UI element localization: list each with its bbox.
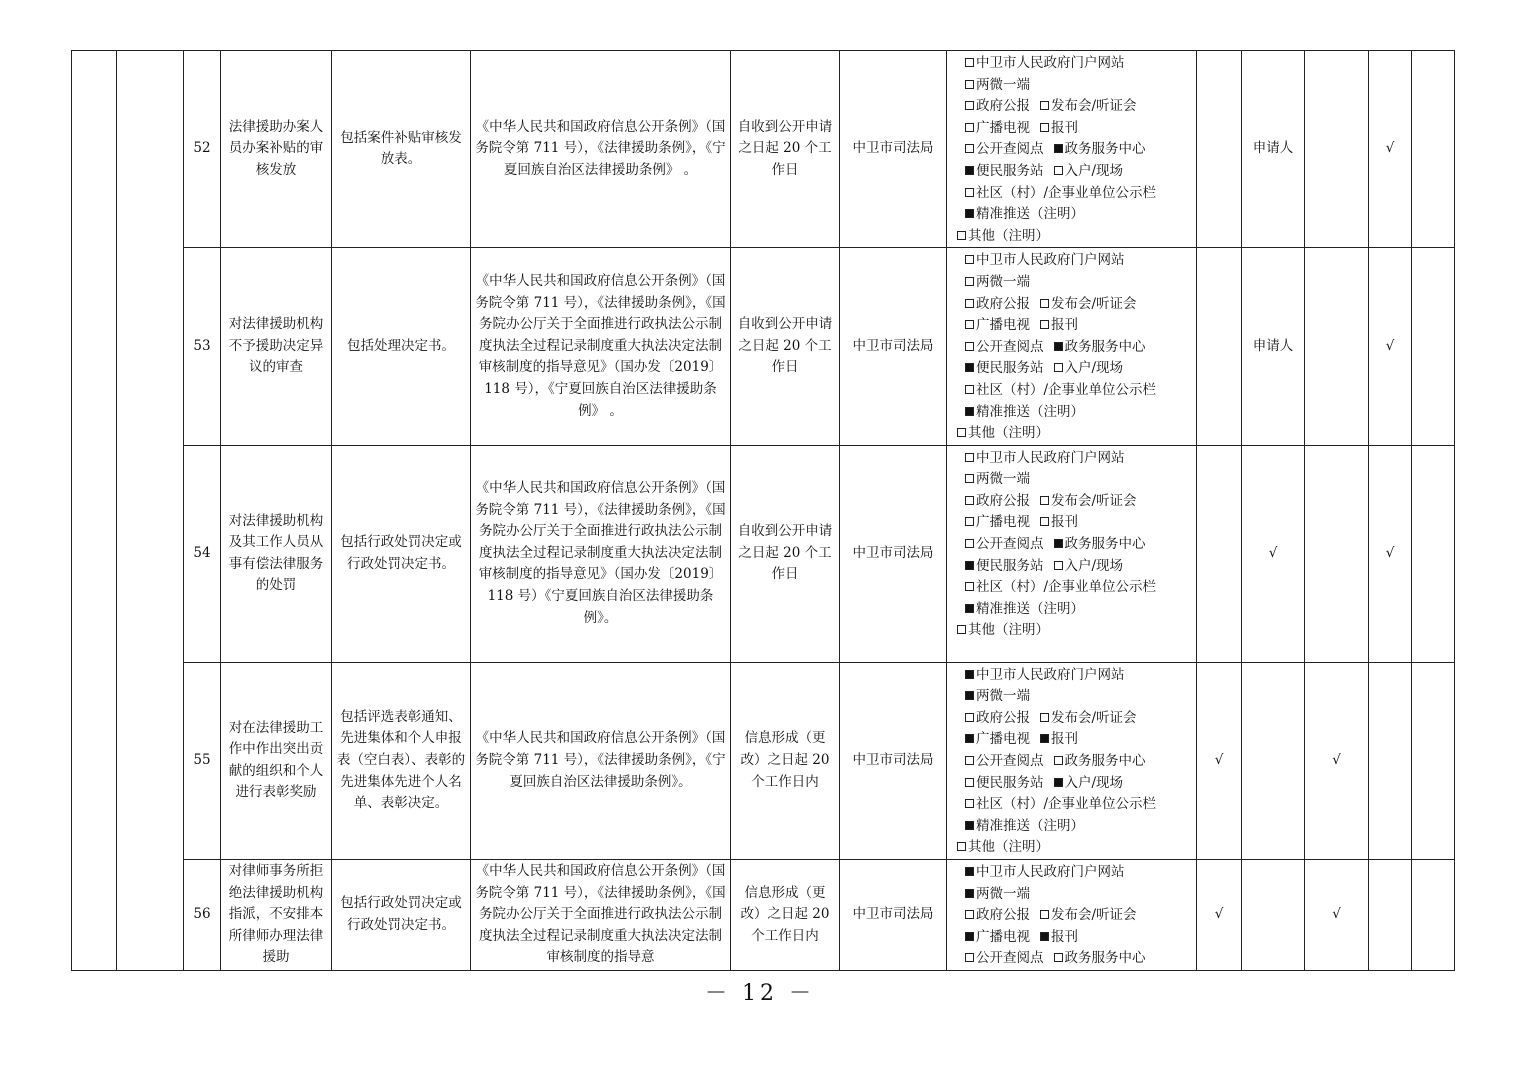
channel-label-wechat: 两微一端 <box>976 688 1030 705</box>
mode-active-cell <box>1305 445 1369 662</box>
scope-all-cell <box>1197 248 1242 445</box>
channel-label-convenience: 便民服务站 <box>976 774 1044 791</box>
gazette-checkbox <box>965 713 974 722</box>
reading-checkbox <box>965 342 974 351</box>
channel-label-gazette: 政府公报 <box>976 98 1030 115</box>
channel-label-service_center: 政务服务中心 <box>1064 753 1146 770</box>
channel-option-reading <box>965 751 1044 773</box>
mode-active-cell <box>1305 51 1369 248</box>
channel-option-tv <box>965 512 1030 534</box>
agency-cell: 中卫市司法局 <box>840 860 947 971</box>
channel-line <box>953 161 1192 183</box>
channel-line <box>953 337 1192 359</box>
gazette-checkbox <box>965 910 974 919</box>
scope-specific-cell: 申请人 <box>1242 248 1305 445</box>
channel-option-service_center <box>1054 751 1146 773</box>
service_center-checkbox <box>1054 342 1063 351</box>
channel-label-portal: 中卫市人民政府门户网站 <box>976 252 1125 269</box>
other-checkbox <box>957 428 966 437</box>
channels-cell <box>947 860 1197 971</box>
channel-option-reading <box>965 337 1044 359</box>
channel-label-gazette: 政府公报 <box>976 295 1030 312</box>
channel-line <box>953 118 1192 140</box>
channel-label-push: 精准推送（注明） <box>976 600 1084 617</box>
channel-option-portal <box>965 448 1125 470</box>
channel-option-newspaper <box>1040 927 1078 949</box>
channel-label-wechat: 两微一端 <box>976 76 1030 93</box>
channel-line <box>953 729 1192 751</box>
portal-checkbox <box>965 58 974 67</box>
mode-request-cell: √ <box>1369 51 1412 248</box>
seq-cell: 55 <box>184 662 221 859</box>
wechat-checkbox <box>965 691 974 700</box>
level-cell <box>1412 248 1455 445</box>
agency-cell: 中卫市司法局 <box>840 248 947 445</box>
basis-cell: 《中华人民共和国政府信息公开条例》（国务院令第 711 号），《法律援助条例》，《国务院办公厅关于全面推进行政执法公示制度执法全过程记录制度重大执法决定法制审核制度的指导意见》（国办发〔2019〕118 号），《宁夏回族自治区法律援助条例》 。 <box>471 248 731 445</box>
channel-label-portal: 中卫市人民政府门户网站 <box>976 864 1125 881</box>
channel-line <box>953 469 1192 491</box>
channel-label-newspaper: 报刊 <box>1051 317 1078 334</box>
channel-label-newspaper: 报刊 <box>1051 514 1078 531</box>
channel-label-service_center: 政务服务中心 <box>1064 950 1146 967</box>
channel-option-push <box>965 816 1084 838</box>
content-cell: 包括案件补贴审核发放表。 <box>332 51 471 248</box>
reading-checkbox <box>965 539 974 548</box>
press-checkbox <box>1040 299 1049 308</box>
channel-label-press: 发布会/听证会 <box>1051 492 1137 509</box>
channel-line <box>953 837 1192 859</box>
time-limit-cell: 自收到公开申请之日起 20 个工作日 <box>731 51 840 248</box>
scope-all-cell: √ <box>1197 860 1242 971</box>
channel-option-newspaper <box>1040 729 1078 751</box>
channel-label-push: 精准推送（注明） <box>976 817 1084 834</box>
channel-label-service_center: 政务服务中心 <box>1064 536 1146 553</box>
scope-all-cell <box>1197 445 1242 662</box>
channel-label-newspaper: 报刊 <box>1051 119 1078 136</box>
channel-option-community <box>965 577 1156 599</box>
convenience-checkbox <box>965 166 974 175</box>
channel-line <box>953 686 1192 708</box>
content-cell: 包括处理决定书。 <box>332 248 471 445</box>
channel-line <box>953 556 1192 578</box>
channel-label-community: 社区（村）/企事业单位公示栏 <box>976 184 1157 201</box>
channel-option-gazette <box>965 491 1030 513</box>
content-cell: 包括评选表彰通知、先进集体和个人申报表（空白表）、表彰的先进集体先进个人名单、表彰决定。 <box>332 662 471 859</box>
service_center-checkbox <box>1054 144 1063 153</box>
other-checkbox <box>957 231 966 240</box>
channel-label-reading: 公开查阅点 <box>976 338 1044 355</box>
channel-option-household <box>1054 556 1124 578</box>
channel-option-push <box>965 402 1084 424</box>
channel-label-gazette: 政府公报 <box>976 907 1030 924</box>
agency-cell: 中卫市司法局 <box>840 662 947 859</box>
tv-checkbox <box>965 932 974 941</box>
channel-line <box>953 380 1192 402</box>
channel-label-tv: 广播电视 <box>976 514 1030 531</box>
channel-option-newspaper <box>1040 315 1078 337</box>
household-checkbox <box>1054 166 1063 175</box>
channel-line <box>953 884 1192 906</box>
press-checkbox <box>1040 496 1049 505</box>
table-row <box>72 51 1455 248</box>
scope-all-cell <box>1197 51 1242 248</box>
channels-cell <box>947 662 1197 859</box>
convenience-checkbox <box>965 778 974 787</box>
channel-option-service_center <box>1054 534 1146 556</box>
channel-option-service_center <box>1054 337 1146 359</box>
tv-checkbox <box>965 123 974 132</box>
channel-label-convenience: 便民服务站 <box>976 162 1044 179</box>
table-row <box>72 445 1455 662</box>
channel-line <box>953 862 1192 884</box>
agency-cell: 中卫市司法局 <box>840 51 947 248</box>
channels-cell <box>947 248 1197 445</box>
channel-label-tv: 广播电视 <box>976 731 1030 748</box>
household-checkbox <box>1054 778 1063 787</box>
channel-option-push <box>965 599 1084 621</box>
channel-label-other: 其他（注明） <box>968 425 1049 442</box>
mode-active-cell: √ <box>1305 662 1369 859</box>
tv-checkbox <box>965 517 974 526</box>
time-limit-cell: 信息形成（更改）之日起 20 个工作日内 <box>731 860 840 971</box>
channel-option-other <box>957 423 1049 445</box>
item-cell: 对在法律援助工作中作出突出贡献的组织和个人进行表彰奖励 <box>221 662 332 859</box>
mode-request-cell: √ <box>1369 445 1412 662</box>
channel-option-portal <box>965 862 1125 884</box>
press-checkbox <box>1040 713 1049 722</box>
mode-active-cell: √ <box>1305 860 1369 971</box>
channel-line <box>953 620 1192 642</box>
channel-option-portal <box>965 250 1125 272</box>
reading-checkbox <box>965 756 974 765</box>
channel-line <box>953 534 1192 556</box>
seq-cell: 56 <box>184 860 221 971</box>
channel-option-community <box>965 794 1156 816</box>
channel-line <box>953 794 1192 816</box>
channel-option-wechat <box>965 686 1030 708</box>
time-limit-cell: 自收到公开申请之日起 20 个工作日 <box>731 445 840 662</box>
page-number: － 12 － <box>705 981 815 1006</box>
channel-label-gazette: 政府公报 <box>976 709 1030 726</box>
channel-line <box>953 402 1192 424</box>
newspaper-checkbox <box>1040 932 1049 941</box>
push-checkbox <box>965 407 974 416</box>
channel-label-reading: 公开查阅点 <box>976 753 1044 770</box>
seq-cell: 52 <box>184 51 221 248</box>
channel-label-wechat: 两微一端 <box>976 273 1030 290</box>
channel-label-household: 入户/现场 <box>1064 162 1124 179</box>
basis-cell: 《中华人民共和国政府信息公开条例》（国务院令第 711 号），《法律援助条例》，《宁夏回族自治区法律援助条例》。 <box>471 662 731 859</box>
channel-option-convenience <box>965 161 1044 183</box>
channel-label-push: 精准推送（注明） <box>976 403 1084 420</box>
mode-request-cell <box>1369 860 1412 971</box>
channel-option-community <box>965 380 1156 402</box>
channel-option-gazette <box>965 708 1030 730</box>
household-checkbox <box>1054 363 1063 372</box>
wechat-checkbox <box>965 80 974 89</box>
channel-label-wechat: 两微一端 <box>976 885 1030 902</box>
item-cell: 对法律援助机构及其工作人员从事有偿法律服务的处罚 <box>221 445 332 662</box>
item-cell: 对律师事务所拒绝法律援助机构指派，不安排本所律师办理法律援助 <box>221 860 332 971</box>
press-checkbox <box>1040 101 1049 110</box>
community-checkbox <box>965 799 974 808</box>
channel-label-community: 社区（村）/企事业单位公示栏 <box>976 381 1157 398</box>
content-cell: 包括行政处罚决定或行政处罚决定书。 <box>332 445 471 662</box>
channel-label-convenience: 便民服务站 <box>976 360 1044 377</box>
channel-line <box>953 272 1192 294</box>
service_center-checkbox <box>1054 539 1063 548</box>
channel-option-gazette <box>965 294 1030 316</box>
channel-line <box>953 512 1192 534</box>
wechat-checkbox <box>965 889 974 898</box>
channel-option-press <box>1040 96 1137 118</box>
channel-line <box>953 226 1192 248</box>
channel-label-push: 精准推送（注明） <box>976 206 1084 223</box>
channel-label-household: 入户/现场 <box>1064 557 1124 574</box>
press-checkbox <box>1040 910 1049 919</box>
table-row <box>72 248 1455 445</box>
channel-option-tv <box>965 927 1030 949</box>
channel-label-service_center: 政务服务中心 <box>1064 141 1146 158</box>
channel-label-portal: 中卫市人民政府门户网站 <box>976 666 1125 683</box>
channel-option-tv <box>965 315 1030 337</box>
channel-line <box>953 250 1192 272</box>
channel-line <box>953 139 1192 161</box>
channel-label-portal: 中卫市人民政府门户网站 <box>976 449 1125 466</box>
level-cell <box>1412 860 1455 971</box>
basis-cell: 《中华人民共和国政府信息公开条例》（国务院令第 711 号），《法律援助条例》，《国务院办公厅关于全面推进行政执法公示制度执法全过程记录制度重大执法决定法制审核制度的指导意见》（国办发〔2019〕118 号）《宁夏回族自治区法律援助条例》。 <box>471 445 731 662</box>
channel-label-press: 发布会/听证会 <box>1051 295 1137 312</box>
convenience-checkbox <box>965 561 974 570</box>
push-checkbox <box>965 209 974 218</box>
channel-label-reading: 公开查阅点 <box>976 950 1044 967</box>
scope-specific-cell: 申请人 <box>1242 51 1305 248</box>
channel-option-household <box>1054 161 1124 183</box>
channel-label-newspaper: 报刊 <box>1051 731 1078 748</box>
channel-option-portal <box>965 665 1125 687</box>
service_center-checkbox <box>1054 756 1063 765</box>
wechat-checkbox <box>965 277 974 286</box>
reading-checkbox <box>965 144 974 153</box>
mode-request-cell <box>1369 662 1412 859</box>
convenience-checkbox <box>965 363 974 372</box>
channel-option-press <box>1040 491 1137 513</box>
channel-line <box>953 294 1192 316</box>
wechat-checkbox <box>965 474 974 483</box>
channel-line <box>953 315 1192 337</box>
channel-line <box>953 204 1192 226</box>
channel-option-convenience <box>965 773 1044 795</box>
channel-option-wechat <box>965 884 1030 906</box>
time-limit-cell: 自收到公开申请之日起 20 个工作日 <box>731 248 840 445</box>
mode-request-cell: √ <box>1369 248 1412 445</box>
channel-option-community <box>965 183 1156 205</box>
item-cell: 对法律援助机构不予援助决定异议的审查 <box>221 248 332 445</box>
content-cell: 包括行政处罚决定或行政处罚决定书。 <box>332 860 471 971</box>
table-row <box>72 662 1455 859</box>
community-checkbox <box>965 188 974 197</box>
channel-line <box>953 96 1192 118</box>
channel-option-wechat <box>965 272 1030 294</box>
portal-checkbox <box>965 670 974 679</box>
channel-option-wechat <box>965 75 1030 97</box>
level-cell <box>1412 445 1455 662</box>
channels-cell <box>947 51 1197 248</box>
channel-label-press: 发布会/听证会 <box>1051 98 1137 115</box>
channel-line <box>953 491 1192 513</box>
channel-option-other <box>957 837 1049 859</box>
community-checkbox <box>965 385 974 394</box>
newspaper-checkbox <box>1040 123 1049 132</box>
channel-line <box>953 751 1192 773</box>
channel-option-tv <box>965 729 1030 751</box>
channel-label-portal: 中卫市人民政府门户网站 <box>976 55 1125 71</box>
basis-cell: 《中华人民共和国政府信息公开条例》（国务院令第 711 号），《法律援助条例》，《国务院办公厅关于全面推进行政执法公示制度执法全过程记录制度重大执法决定法制审核制度的指导意 <box>471 860 731 971</box>
basis-cell: 《中华人民共和国政府信息公开条例》（国务院令第 711 号），《法律援助条例》，《宁夏回族自治区法律援助条例》 。 <box>471 51 731 248</box>
channel-line <box>953 53 1192 75</box>
channel-option-wechat <box>965 469 1030 491</box>
channel-label-other: 其他（注明） <box>968 839 1049 856</box>
channel-label-other: 其他（注明） <box>968 622 1049 639</box>
scope-all-cell: √ <box>1197 662 1242 859</box>
channel-label-household: 入户/现场 <box>1064 360 1124 377</box>
gazette-checkbox <box>965 496 974 505</box>
portal-checkbox <box>965 255 974 264</box>
agency-cell: 中卫市司法局 <box>840 445 947 662</box>
seq-cell: 54 <box>184 445 221 662</box>
channel-line <box>953 183 1192 205</box>
tv-checkbox <box>965 734 974 743</box>
newspaper-checkbox <box>1040 320 1049 329</box>
channel-line <box>953 423 1192 445</box>
other-checkbox <box>957 625 966 634</box>
channel-line <box>953 773 1192 795</box>
household-checkbox <box>1054 561 1063 570</box>
channel-label-press: 发布会/听证会 <box>1051 709 1137 726</box>
channel-line <box>953 927 1192 949</box>
channel-line <box>953 599 1192 621</box>
channel-option-tv <box>965 118 1030 140</box>
push-checkbox <box>965 821 974 830</box>
reading-checkbox <box>965 953 974 962</box>
channel-label-reading: 公开查阅点 <box>976 141 1044 158</box>
channel-option-reading <box>965 534 1044 556</box>
category-cell <box>72 51 117 971</box>
channel-option-convenience <box>965 556 1044 578</box>
channel-option-press <box>1040 708 1137 730</box>
newspaper-checkbox <box>1040 734 1049 743</box>
channel-label-convenience: 便民服务站 <box>976 557 1044 574</box>
subcategory-cell <box>117 51 184 971</box>
channel-line <box>953 448 1192 470</box>
community-checkbox <box>965 582 974 591</box>
channel-label-gazette: 政府公报 <box>976 492 1030 509</box>
gazette-checkbox <box>965 299 974 308</box>
channel-label-community: 社区（村）/企事业单位公示栏 <box>976 796 1157 813</box>
push-checkbox <box>965 604 974 613</box>
mode-active-cell <box>1305 248 1369 445</box>
other-checkbox <box>957 842 966 851</box>
channel-option-reading <box>965 948 1044 970</box>
disclosure-table <box>71 50 1455 971</box>
channel-line <box>953 708 1192 730</box>
channel-option-press <box>1040 294 1137 316</box>
service_center-checkbox <box>1054 953 1063 962</box>
channel-label-household: 入户/现场 <box>1064 774 1124 791</box>
channel-line <box>953 905 1192 927</box>
newspaper-checkbox <box>1040 517 1049 526</box>
channel-option-other <box>957 226 1049 248</box>
channel-line <box>953 75 1192 97</box>
channel-line <box>953 816 1192 838</box>
portal-checkbox <box>965 453 974 462</box>
tv-checkbox <box>965 320 974 329</box>
channel-option-gazette <box>965 96 1030 118</box>
time-limit-cell: 信息形成（更改）之日起 20 个工作日内 <box>731 662 840 859</box>
channel-option-service_center <box>1054 948 1146 970</box>
channel-label-newspaper: 报刊 <box>1051 928 1078 945</box>
channel-label-other: 其他（注明） <box>968 227 1049 244</box>
channel-option-household <box>1054 773 1124 795</box>
channel-label-tv: 广播电视 <box>976 317 1030 334</box>
channel-option-gazette <box>965 905 1030 927</box>
channel-line <box>953 665 1192 687</box>
channel-option-other <box>957 620 1049 642</box>
channel-label-tv: 广播电视 <box>976 119 1030 136</box>
channel-option-newspaper <box>1040 512 1078 534</box>
item-cell: 法律援助办案人员办案补贴的审核发放 <box>221 51 332 248</box>
channel-label-wechat: 两微一端 <box>976 471 1030 488</box>
channel-option-reading <box>965 139 1044 161</box>
channel-option-portal <box>965 53 1125 75</box>
channel-label-tv: 广播电视 <box>976 928 1030 945</box>
channel-option-household <box>1054 358 1124 380</box>
channel-option-service_center <box>1054 139 1146 161</box>
channel-option-convenience <box>965 358 1044 380</box>
channel-label-press: 发布会/听证会 <box>1051 907 1137 924</box>
scope-specific-cell <box>1242 662 1305 859</box>
channel-line <box>953 577 1192 599</box>
channel-option-press <box>1040 905 1137 927</box>
channels-cell <box>947 445 1197 662</box>
portal-checkbox <box>965 867 974 876</box>
channel-option-push <box>965 204 1084 226</box>
table-row <box>72 860 1455 971</box>
channel-line <box>953 948 1192 970</box>
channel-label-service_center: 政务服务中心 <box>1064 338 1146 355</box>
channel-line <box>953 358 1192 380</box>
channel-label-community: 社区（村）/企事业单位公示栏 <box>976 579 1157 596</box>
channel-label-reading: 公开查阅点 <box>976 536 1044 553</box>
level-cell <box>1412 662 1455 859</box>
level-cell <box>1412 51 1455 248</box>
seq-cell: 53 <box>184 248 221 445</box>
channel-option-newspaper <box>1040 118 1078 140</box>
scope-specific-cell <box>1242 860 1305 971</box>
gazette-checkbox <box>965 101 974 110</box>
scope-specific-cell: √ <box>1242 445 1305 662</box>
